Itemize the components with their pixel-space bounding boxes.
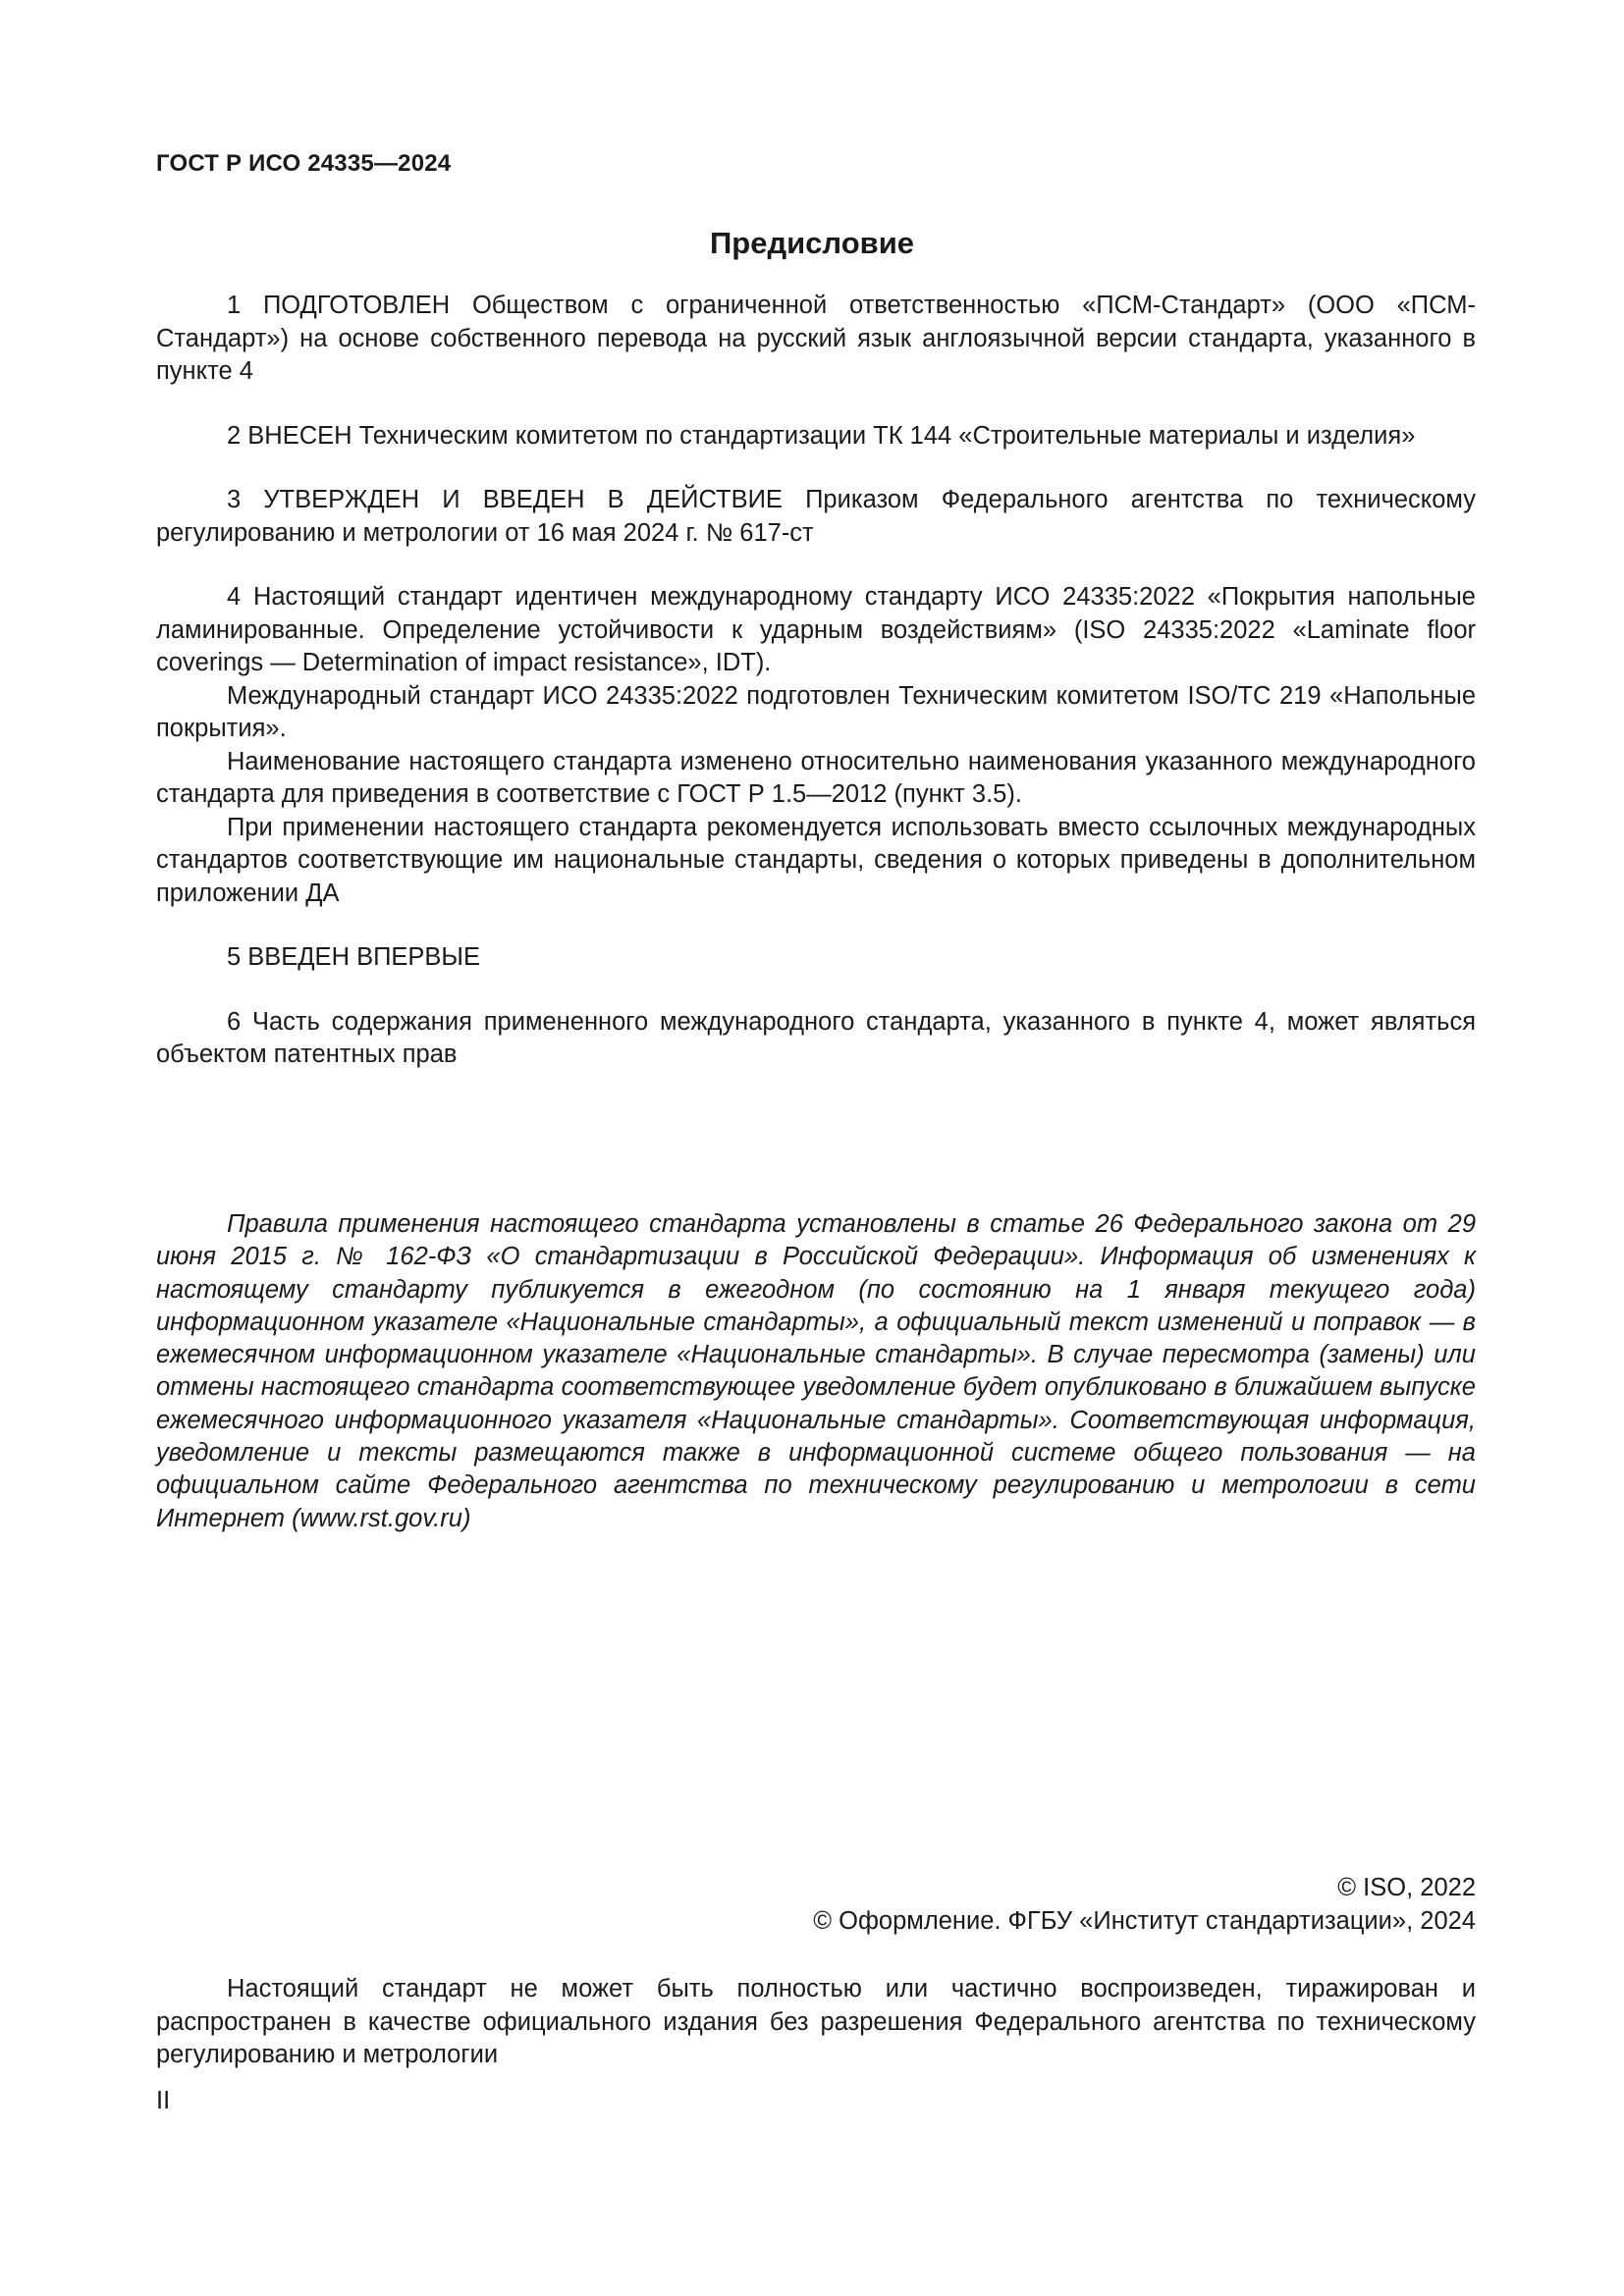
standard-designation: ГОСТ Р ИСО 24335—2024 [156,150,452,177]
application-rules-notice [156,1208,1476,1535]
copyright-design: © Оформление. ФГБУ «Институт стандартизации», 2024 [813,1906,1476,1935]
reproduction-notice [156,1973,1476,2072]
reproduction-text: Настоящий стандарт не может быть полностью или частично воспроизведен, тиражирован и распространен в качестве официального издания без разрешения Федерального агентства по техническому регулированию и метрологии [156,1975,1476,2068]
copyright-iso: © ISO, 2022 [1337,1874,1476,1901]
paragraph-2-introduced: 2 ВНЕСЕН Техническим комитетом по стандартизации ТК 144 «Строительные материалы и изделия» [227,421,1416,450]
paragraph-5-first-introduced: 5 ВВЕДЕН ВПЕРВЫЕ [227,943,481,971]
paragraph-1-prepared: 1 ПОДГОТОВЛЕН Обществом с ограниченной ответственностью «ПСМ-Стандарт» (ООО «ПСМ-Стандарт») на основе собственного перевода на русский язык англоязычной версии стандарта, указанного в пункте 4 [156,292,1476,385]
page-number: II [156,2087,171,2114]
paragraph-4-identical: 4 Настоящий стандарт идентичен международному стандарту ИСО 24335:2022 «Покрытия напольные ламинированные. Определение устойчивости к ударным воздействиям» (ISO 24335:2022 «Laminate floor coverings — Determination of impact resistance», IDT). [156,583,1476,676]
paragraph-4-prepared-by-tc: Международный стандарт ИСО 24335:2022 подготовлен Техническим комитетом ISO/TC 219 «Напольные покрытия». [156,681,1476,742]
page-title: Предисловие [709,226,914,260]
copyright-block [156,1872,1476,1938]
paragraph-3-approved: 3 УТВЕРЖДЕН И ВВЕДЕН В ДЕЙСТВИЕ Приказом Федерального агентства по техническому регулированию и метрологии от 16 мая 2024 г. № 617-ст [156,486,1476,547]
paragraph-4-name-changed: Наименование настоящего стандарта изменено относительно наименования указанного международного стандарта для приведения в соответствие с ГОСТ Р 1.5—2012 (пункт 3.5). [156,747,1476,808]
notice-text: Правила применения настоящего стандарта установлены в статье 26 Федерального закона от 29 июня 2015 г. № 162-ФЗ «О стандартизации в Российской Федерации». Информация об изменениях к настоящему стандарту публикуется в ежегодном (по состоянию на 1 января текущего года) информационном указателе «Национальные стандарты», а официальный текст изменений и поправок — в ежемесячном информационном указателе «Национальные стандарты». В случае пересмотра (замены) или отмены настоящего стандарта соответствующее уведомление будет опубликовано в ближайшем выпуске ежемесячного информационного указателя «Национальные стандарты». Соответствующая информация, уведомление и тексты размещаются также в информационной системе общего пользования — на официальном сайте Федерального агентства по техническому регулированию и метрологии в сети Интернет (www.rst.gov.ru) [156,1210,1476,1532]
paragraph-6-patent-rights: 6 Часть содержания примененного международного стандарта, указанного в пункте 4, может являться объектом патентных прав [156,1007,1476,1068]
paragraph-4-national-references: При применении настоящего стандарта рекомендуется использовать вместо ссылочных международных стандартов соответствующие им национальные стандарты, сведения о которых приведены в дополнительном приложении ДА [156,813,1476,907]
foreword-body [156,290,1476,1072]
